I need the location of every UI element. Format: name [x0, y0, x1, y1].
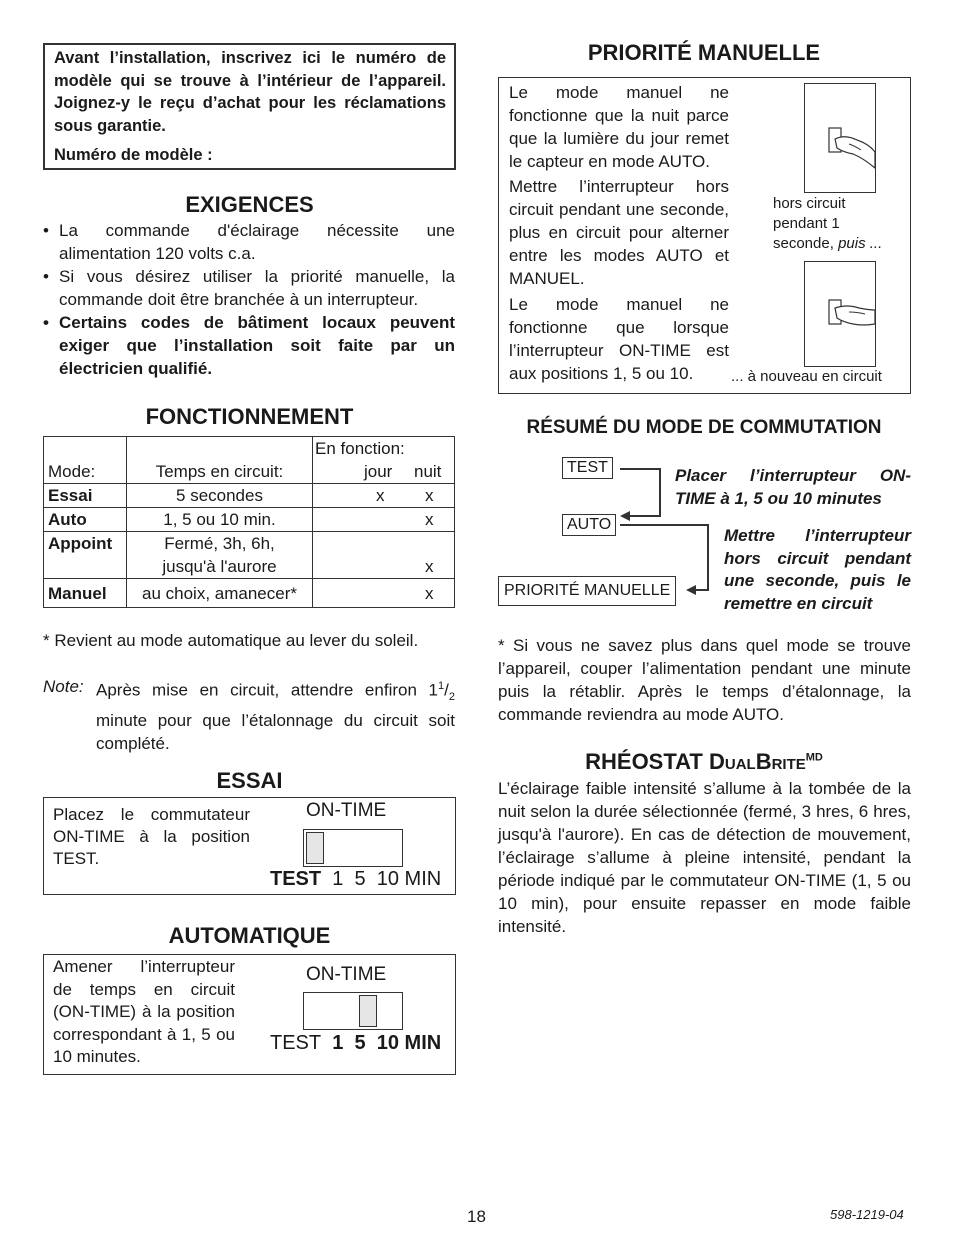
resume-title: RÉSUMÉ DU MODE DE COMMUTATION [526, 417, 882, 438]
cell-nuit: x [425, 557, 434, 576]
on-time-switch[interactable] [303, 992, 403, 1030]
caption-off: hors circuit pendant 1 seconde, puis ... [773, 195, 883, 252]
cell-temps: 1, 5 ou 10 min. [163, 510, 276, 529]
caption-on: ... à nouveau en circuit [731, 368, 882, 385]
flow-auto: AUTO [562, 514, 616, 536]
note-text: Après mise en circuit, attendre enfiron $1^1/_2$ minute pour que l’étalonnage du circuit soit complété. [96, 680, 455, 754]
col-nuit: nuit [414, 462, 442, 481]
automatique-text: Amener l’interrupteur de temps en circuit (ON-TIME) à la position correspondant à 1, 5 ou 10 minutes. [53, 957, 235, 1066]
list-item: • Certains codes de bâtiment locaux peuvent exiger que l’installation soit faite par un électricien qualifié. [43, 311, 455, 380]
cell-nuit: x [425, 584, 434, 603]
col-jour: jour [364, 462, 393, 481]
flow-manuelle: PRIORITÉ MANUELLE [498, 576, 676, 606]
switch-knob[interactable] [359, 995, 377, 1027]
essai-switch-label: ON-TIME [306, 800, 387, 821]
cell-mode: Essai [48, 486, 93, 505]
essai-box [43, 797, 456, 895]
install-text: Avant l’installation, inscrivez ici le numéro de modèle qui se trouve à l’intérieur de l’appareil. Joignez-y le reçu d’achat pour les réclamations sous garantie. [54, 49, 446, 135]
cell-mode: Appoint [48, 534, 113, 553]
essai-title: ESSAI [216, 768, 283, 793]
priorite-p1: Le mode manuel ne fonctionne que la nuit parce que la lumière du jour remet le capteur en mode AUTO. [509, 83, 729, 171]
cell-nuit: x [425, 486, 434, 505]
switch-knob[interactable] [306, 832, 324, 864]
priorite-title: PRIORITÉ MANUELLE [587, 40, 821, 65]
flow-instruction-1: Placer l’interrupteur ON-TIME à 1, 5 ou 10 minutes [675, 466, 911, 508]
cell-temps: 5 secondes [176, 486, 263, 505]
cell-nuit: x [425, 510, 434, 529]
cell-temps: au choix, amanecer* [142, 583, 297, 603]
page-number: 18 [467, 1207, 486, 1226]
priorite-p2: Mettre l’interrupteur hors circuit pendant une seconde, plus en circuit pour alterner entre les modes AUTO et MANUEL. [509, 177, 729, 288]
col-temps: Temps en circuit: [155, 462, 284, 481]
cell-jour: x [376, 486, 385, 505]
fonctionnement-title: FONCTIONNEMENT [145, 404, 354, 429]
note-label: Note: [43, 677, 84, 696]
flow-instruction-2: Mettre l’interrupteur hors circuit pendant une seconde, puis le remettre en circuit [724, 526, 911, 613]
list-item: • La commande d'éclairage nécessite une alimentation 120 volts c.a. [43, 219, 455, 265]
col-mode: Mode: [48, 462, 96, 481]
cell-mode: Auto [48, 510, 87, 529]
list-item: • Si vous désirez utiliser la priorité manuelle, la commande doit être branchée à un interrupteur. [43, 265, 455, 311]
resume-note: * Si vous ne savez plus dans quel mode se trouve l’appareil, couper l’alimentation pendant une minute puis la rétablir. Après le temps d’étalonnage, la commande reviendra au mode AUTO. [498, 636, 911, 724]
cell-temps: jusqu'à l'aurore [162, 557, 277, 576]
essai-scale: TEST 1 5 10 MIN [270, 868, 442, 890]
col-en-fonction: En fonction: [315, 439, 405, 458]
on-time-switch[interactable] [303, 829, 403, 867]
cell-mode: Manuel [48, 583, 107, 603]
priorite-p3: Le mode manuel ne fonctionne que lorsque l’interrupteur ON-TIME est aux positions 1, 5 ou 10. [509, 295, 729, 383]
cell-temps: Fermé, 3h, 6h, [164, 534, 275, 553]
automatique-switch-label: ON-TIME [306, 964, 387, 985]
table-footnote: * Revient au mode automatique au lever du soleil. [43, 631, 419, 650]
rheostat-text: L’éclairage faible intensité s’allume à la tombée de la nuit selon la durée sélectionnée (fermé, 3 hres, 6 hres, jusqu'à l'aurore). En cas de détection de mouvement, l’éclairage s’allume à pleine intensité, pendant la période indiqué par le commutateur ON-TIME (1, 5 ou 10 min), pour ensuite repasser en mode faible intensité. [498, 779, 911, 936]
exigences-title: EXIGENCES [185, 192, 314, 217]
essai-text: Placez le commutateur ON-TIME à la position TEST. [53, 805, 250, 868]
document-code: 598-1219-04 [830, 1207, 904, 1222]
rheostat-title: RHÉOSTAT DualBrite$^{MD}$ [585, 749, 823, 774]
model-number-label: Numéro de modèle : [54, 146, 213, 164]
automatique-title: AUTOMATIQUE [168, 923, 331, 948]
automatique-scale: TEST 1 5 10 MIN [270, 1032, 442, 1054]
automatique-box [43, 954, 456, 1075]
flow-test: TEST [562, 457, 613, 479]
